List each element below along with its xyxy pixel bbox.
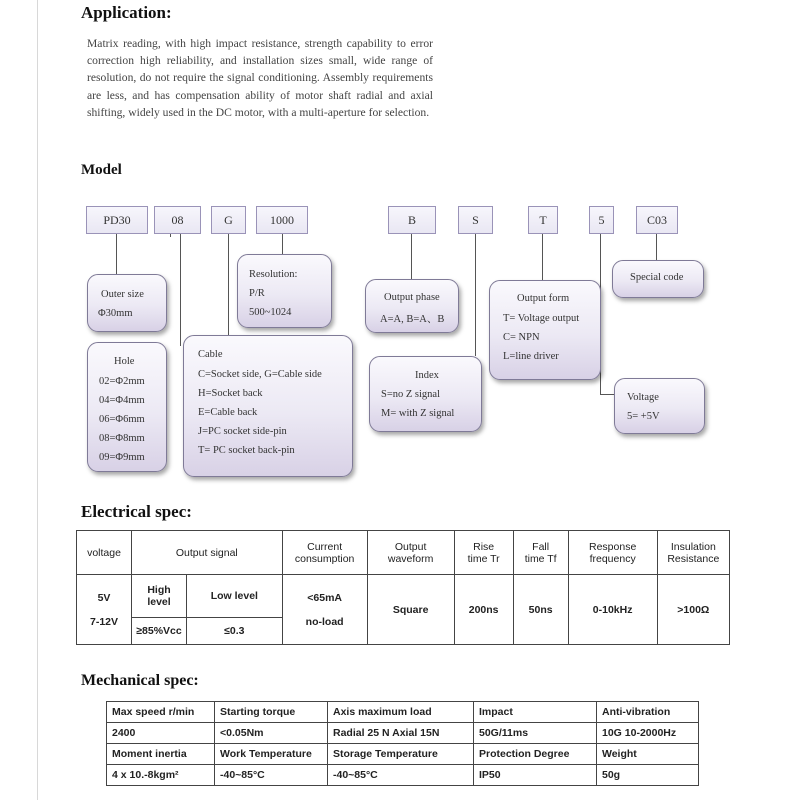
index-item: M= with Z signal xyxy=(381,408,455,419)
output-form-item: T= Voltage output xyxy=(503,313,580,324)
resolution-range: 500~1024 xyxy=(249,307,292,318)
code-box-1000: 1000 xyxy=(256,206,308,234)
connector-line xyxy=(600,394,614,395)
mech-cell: Storage Temperature xyxy=(328,744,474,765)
code-box-5: 5 xyxy=(589,206,614,234)
header-response: Response frequency xyxy=(568,531,657,575)
connector-line xyxy=(411,234,412,281)
cable-title: Cable xyxy=(198,349,223,360)
resolution-unit: P/R xyxy=(249,288,265,299)
low-level-label: Low level xyxy=(187,575,283,618)
index-title: Index xyxy=(415,370,439,381)
header-output-signal: Output signal xyxy=(132,531,283,575)
mech-cell: <0.05Nm xyxy=(215,723,328,744)
outer-size-box xyxy=(87,274,167,332)
cable-item: C=Socket side, G=Cable side xyxy=(198,369,322,380)
output-phase-title: Output phase xyxy=(384,292,440,303)
special-code-title: Special code xyxy=(630,272,684,283)
mech-cell: -40~85°C xyxy=(215,765,328,786)
special-code-box xyxy=(612,260,704,298)
insulation-value: >100Ω xyxy=(657,575,729,645)
cable-box xyxy=(183,335,353,477)
mech-cell: Weight xyxy=(597,744,699,765)
code-box-c03: C03 xyxy=(636,206,678,234)
header-rise: Rise time Tr xyxy=(454,531,513,575)
low-level-value: ≤0.3 xyxy=(187,618,283,645)
connector-line xyxy=(282,234,283,256)
index-item: S=no Z signal xyxy=(381,389,441,400)
page-left-border xyxy=(37,0,38,800)
hole-item: 04=Φ4mm xyxy=(99,395,145,406)
application-heading: Application: xyxy=(81,3,172,22)
mech-cell: 2400 xyxy=(107,723,215,744)
connector-line xyxy=(228,234,229,336)
code-box-b: B xyxy=(388,206,436,234)
outer-size-value: Φ30mm xyxy=(98,308,133,319)
voltage-box xyxy=(614,378,705,434)
output-phase-box xyxy=(365,279,459,333)
hole-box xyxy=(87,342,167,472)
connector-line xyxy=(656,234,657,260)
code-box-t: T xyxy=(528,206,558,234)
electrical-heading: Electrical spec: xyxy=(81,502,192,521)
output-form-box xyxy=(489,280,601,380)
application-text: Matrix reading, with high impact resistance, strength capability to error correction high reliability, and installation sizes small, wide range of resolution, do not require the signal conditioning. Assembly requirements are less, and has compensation ability of motor shaft radial and axial shifting, widely used in the DC motor, with a multi-aperture for selection. xyxy=(87,37,433,119)
model-heading: Model xyxy=(81,162,122,178)
header-current: Current consumption xyxy=(282,531,367,575)
output-phase-value: A=A, B=A、B xyxy=(380,314,445,325)
header-voltage: voltage xyxy=(77,531,132,575)
voltage-value: 5= +5V xyxy=(627,411,660,422)
outer-size-title: Outer size xyxy=(101,289,144,300)
hole-item: 02=Φ2mm xyxy=(99,376,145,387)
header-waveform: Output waveform xyxy=(367,531,454,575)
connector-line xyxy=(475,234,476,356)
mech-cell: Axis maximum load xyxy=(328,702,474,723)
connector-line xyxy=(542,234,543,280)
mech-cell: 50g xyxy=(597,765,699,786)
mech-cell: Anti-vibration xyxy=(597,702,699,723)
cable-item: T= PC socket back-pin xyxy=(198,445,295,456)
current-value: <65mA no-load xyxy=(282,575,367,645)
header-fall: Fall time Tf xyxy=(513,531,568,575)
mech-cell: -40~85°C xyxy=(328,765,474,786)
mech-cell: Impact xyxy=(474,702,597,723)
mech-cell: Starting torque xyxy=(215,702,328,723)
output-form-item: L=line driver xyxy=(503,351,559,362)
code-box-pd30: PD30 xyxy=(86,206,148,234)
output-form-title: Output form xyxy=(517,293,570,304)
hole-item: 06=Φ6mm xyxy=(99,414,145,425)
code-box-g: G xyxy=(211,206,246,234)
output-form-item: C= NPN xyxy=(503,332,540,343)
response-value: 0-10kHz xyxy=(568,575,657,645)
index-box xyxy=(369,356,482,432)
code-box-s: S xyxy=(458,206,493,234)
mechanical-heading: Mechanical spec: xyxy=(81,672,199,689)
cable-item: J=PC socket side-pin xyxy=(198,426,287,437)
cable-item: H=Socket back xyxy=(198,388,263,399)
mech-cell: Protection Degree xyxy=(474,744,597,765)
voltage-values: 5V 7-12V xyxy=(77,575,132,645)
connector-line xyxy=(170,234,171,237)
mech-cell: 50G/11ms xyxy=(474,723,597,744)
mech-cell: Work Temperature xyxy=(215,744,328,765)
code-box-08: 08 xyxy=(154,206,201,234)
mech-cell: IP50 xyxy=(474,765,597,786)
mech-cell: Moment inertia xyxy=(107,744,215,765)
waveform-value: Square xyxy=(367,575,454,645)
connector-line xyxy=(180,234,181,346)
voltage-title: Voltage xyxy=(627,392,659,403)
hole-item: 09=Φ9mm xyxy=(99,452,145,463)
hole-item: 08=Φ8mm xyxy=(99,433,145,444)
connector-line xyxy=(116,234,117,277)
mech-cell: Radial 25 N Axial 15N xyxy=(328,723,474,744)
high-level-value: ≥85%Vcc xyxy=(132,618,187,645)
hole-title: Hole xyxy=(114,356,135,367)
fall-value: 50ns xyxy=(513,575,568,645)
cable-item: E=Cable back xyxy=(198,407,258,418)
rise-value: 200ns xyxy=(454,575,513,645)
mechanical-spec-table xyxy=(106,701,699,786)
electrical-spec-table xyxy=(76,530,730,645)
mech-cell: Max speed r/min xyxy=(107,702,215,723)
mech-cell: 10G 10-2000Hz xyxy=(597,723,699,744)
mech-cell: 4 x 10.-8kgm² xyxy=(107,765,215,786)
resolution-title: Resolution: xyxy=(249,269,298,280)
header-insulation: Insulation Resistance xyxy=(657,531,729,575)
high-level-label: High level xyxy=(132,575,187,618)
resolution-box xyxy=(237,254,332,328)
